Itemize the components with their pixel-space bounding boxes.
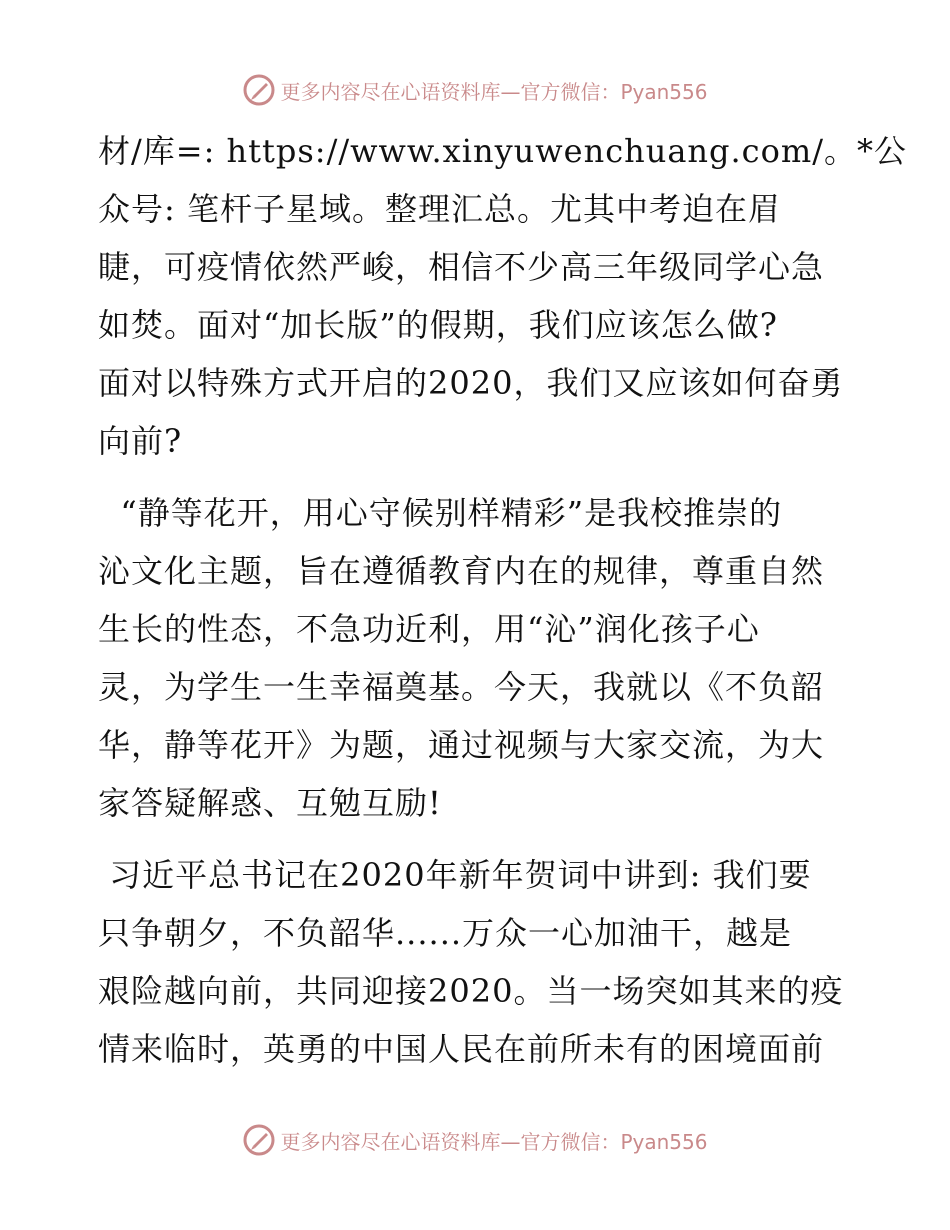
paragraph-2	[98, 484, 858, 832]
header-watermark	[0, 70, 950, 110]
xinyu-logo-icon	[242, 73, 276, 107]
text-line: “静等花开，用心守候别样精彩”是我校推崇的	[98, 494, 783, 532]
watermark-text: 更多内容尽在心语资料库—官方微信：Pyan556	[280, 1129, 708, 1154]
paragraph-gap	[98, 470, 858, 484]
footer-watermark	[0, 1120, 950, 1160]
text-line: 面对以特殊方式开启的2020，我们又应该如何奋勇	[98, 364, 844, 402]
paragraph-gap	[98, 832, 858, 846]
text-line: 只争朝夕，不负韶华......万众一心加油干，越是	[98, 914, 793, 952]
text-line: 生长的性态，不急功近利，用“沁”润化孩子心	[98, 610, 760, 648]
text-line: 材/库=: https://www.xinyuwenchuang.com/。*公	[98, 132, 907, 170]
paragraph-3	[98, 846, 858, 1078]
text-line: 睫，可疫情依然严峻，相信不少高三年级同学心急	[98, 248, 825, 286]
text-line: 灵，为学生一生幸福奠基。今天，我就以《不负韶	[98, 668, 825, 706]
text-line: 艰险越向前，共同迎接2020。当一场突如其来的疫	[98, 972, 844, 1010]
text-line: 家答疑解惑、互勉互励!	[98, 784, 442, 822]
paragraph-1	[98, 122, 907, 470]
watermark-text: 更多内容尽在心语资料库—官方微信：Pyan556	[280, 79, 708, 104]
text-line: 如焚。面对“加长版”的假期，我们应该怎么做?	[98, 306, 778, 344]
text-line: 华，静等花开》为题，通过视频与大家交流，为大	[98, 726, 825, 764]
text-line: 沁文化主题，旨在遵循教育内在的规律，尊重自然	[98, 552, 825, 590]
document-body	[98, 122, 907, 1078]
text-line: 众号: 笔杆子星域。整理汇总。尤其中考迫在眉	[98, 190, 781, 228]
text-line: 向前?	[98, 422, 183, 460]
text-line: 习近平总书记在2020年新年贺词中讲到: 我们要	[98, 856, 812, 894]
xinyu-logo-icon	[242, 1123, 276, 1157]
text-line: 情来临时，英勇的中国人民在前所未有的困境面前	[98, 1030, 825, 1068]
